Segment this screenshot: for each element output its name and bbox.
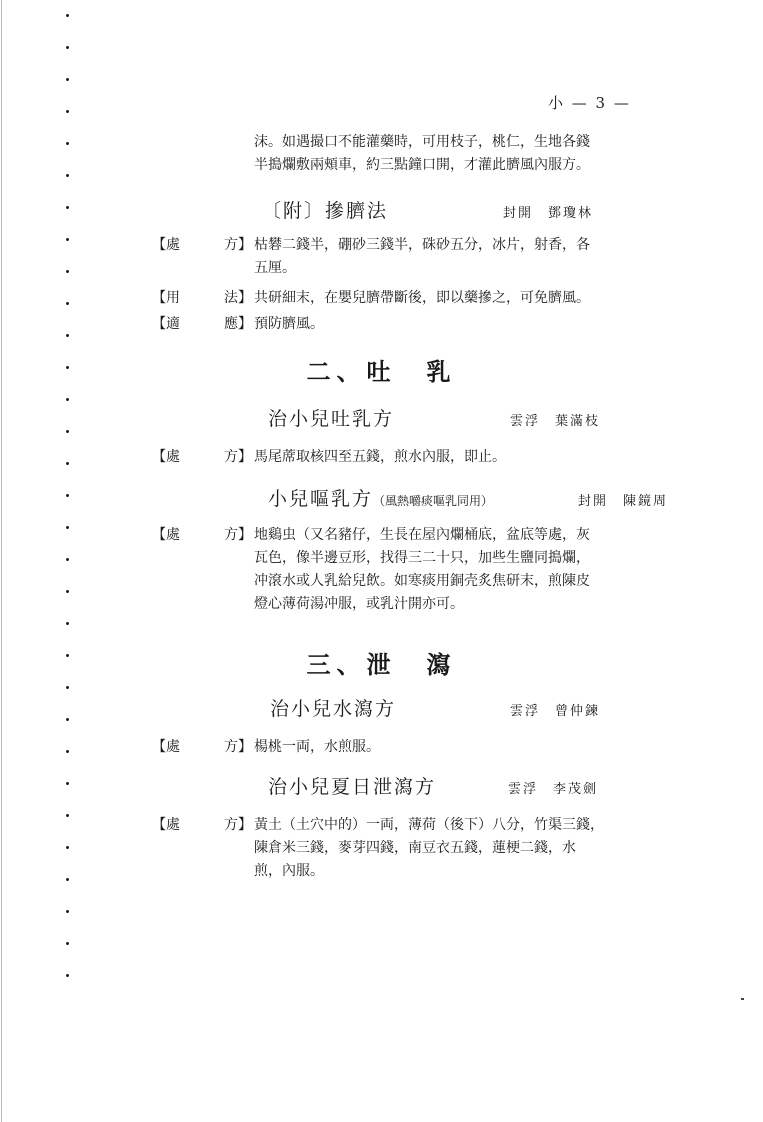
section-heading: 三、泄 瀉 xyxy=(306,651,457,679)
binding-hole xyxy=(66,14,69,17)
text-line: 燈心薄荷湯冲服，或乳汁開亦可。 xyxy=(254,596,464,612)
recipe-note: （風熱嚼痰嘔乳同用） xyxy=(373,494,494,508)
binding-hole xyxy=(66,878,69,881)
field-content xyxy=(254,234,590,280)
text-line: 馬尾蓆取核四至五錢，煎水內服，即止。 xyxy=(254,449,506,465)
field-content xyxy=(254,287,590,310)
binding-hole xyxy=(66,238,69,241)
binding-hole xyxy=(66,814,69,817)
field-label: 【處 方】 xyxy=(152,449,252,465)
binding-hole xyxy=(66,110,69,113)
text-line: 半搗爛敷兩頰車，約三點鐘口開，才灌此臍風內服方。 xyxy=(254,157,590,173)
binding-hole xyxy=(66,622,69,625)
text-line: 預防臍風。 xyxy=(254,316,324,332)
binding-hole xyxy=(66,462,69,465)
field-label: 【處 方】 xyxy=(152,527,252,543)
field-label: 【用 法】 xyxy=(152,290,252,306)
binding-hole xyxy=(66,494,69,497)
recipe-attribution: 雲浮 曾仲鍊 xyxy=(510,704,601,719)
recipe-title: 治小兒夏日泄瀉方 xyxy=(268,776,437,798)
text-line: 冲滾水或人乳給兒飲。如寒痰用銅壳炙焦研末，煎陳皮 xyxy=(254,573,590,589)
text-line: 五厘。 xyxy=(254,260,296,276)
page-edge-line xyxy=(1,0,2,1122)
binding-hole xyxy=(66,270,69,273)
binding-hole xyxy=(66,78,69,81)
field-content xyxy=(254,446,506,469)
binding-hole xyxy=(66,46,69,49)
field-content xyxy=(254,736,380,759)
binding-hole xyxy=(66,718,69,721)
binding-hole xyxy=(66,782,69,785)
text-line: 陳倉米三錢，麥芽四錢，南豆衣五錢，蓮梗二錢，水 xyxy=(254,840,576,856)
text-line: 共研細末，在嬰兒臍帶斷後，即以藥摻之，可免臍風。 xyxy=(254,290,590,306)
binding-hole xyxy=(66,430,69,433)
field-content xyxy=(254,814,604,883)
field-label: 【處 方】 xyxy=(152,817,252,833)
text-line: 枯礬二錢半，硼砂三錢半，硃砂五分，冰片，射香，各 xyxy=(254,237,590,253)
section-heading: 二、吐 乳 xyxy=(306,358,457,386)
binding-hole xyxy=(66,142,69,145)
binding-hole xyxy=(66,846,69,849)
recipe-attribution: 封開 鄧瓊林 xyxy=(503,206,594,221)
binding-hole xyxy=(66,558,69,561)
recipe-attribution: 封開 陳鏡周 xyxy=(578,494,669,509)
binding-hole xyxy=(66,590,69,593)
scan-speck xyxy=(741,998,744,1000)
binding-hole xyxy=(66,398,69,401)
text-line: 瓦色，像半邊豆形，找得三二十只，加些生鹽同搗爛， xyxy=(254,550,590,566)
recipe-title-text: 小兒嘔乳方 xyxy=(268,488,374,510)
field-content xyxy=(254,313,324,336)
binding-hole xyxy=(66,334,69,337)
text-line: 沫。如遇撮口不能灌藥時，可用枝子，桃仁，生地各錢 xyxy=(254,134,590,150)
field-label: 【適 應】 xyxy=(152,316,252,332)
text-line: 黃土（土穴中的）一両，薄荷（後下）八分，竹渠三錢， xyxy=(254,817,604,833)
recipe-attribution: 雲浮 李茂劍 xyxy=(508,782,599,797)
binding-hole xyxy=(66,910,69,913)
binding-hole xyxy=(66,174,69,177)
field-label: 【處 方】 xyxy=(152,739,252,755)
binding-hole xyxy=(66,686,69,689)
text-line: 楊桃一両，水煎服。 xyxy=(254,739,380,755)
continuation-text xyxy=(254,131,590,177)
binding-hole xyxy=(66,302,69,305)
recipe-title: 〔附〕摻臍法 xyxy=(262,200,389,222)
binding-hole xyxy=(66,974,69,977)
binding-hole xyxy=(66,526,69,529)
recipe-title xyxy=(268,484,493,511)
field-content xyxy=(254,524,590,616)
binding-hole xyxy=(66,750,69,753)
text-line: 煎，內服。 xyxy=(254,863,324,879)
recipe-attribution: 雲浮 葉滿枝 xyxy=(510,414,601,429)
binding-hole xyxy=(66,942,69,945)
recipe-title: 治小兒吐乳方 xyxy=(268,408,395,430)
recipe-title: 治小兒水瀉方 xyxy=(270,698,397,720)
page-number: 小 — 3 — xyxy=(548,94,631,112)
field-label: 【處 方】 xyxy=(152,237,252,253)
binding-holes xyxy=(66,0,72,1000)
text-line: 地鷄虫（又名豬仔，生長在屋內爛桶底，盆底等處，灰 xyxy=(254,527,590,543)
binding-hole xyxy=(66,206,69,209)
